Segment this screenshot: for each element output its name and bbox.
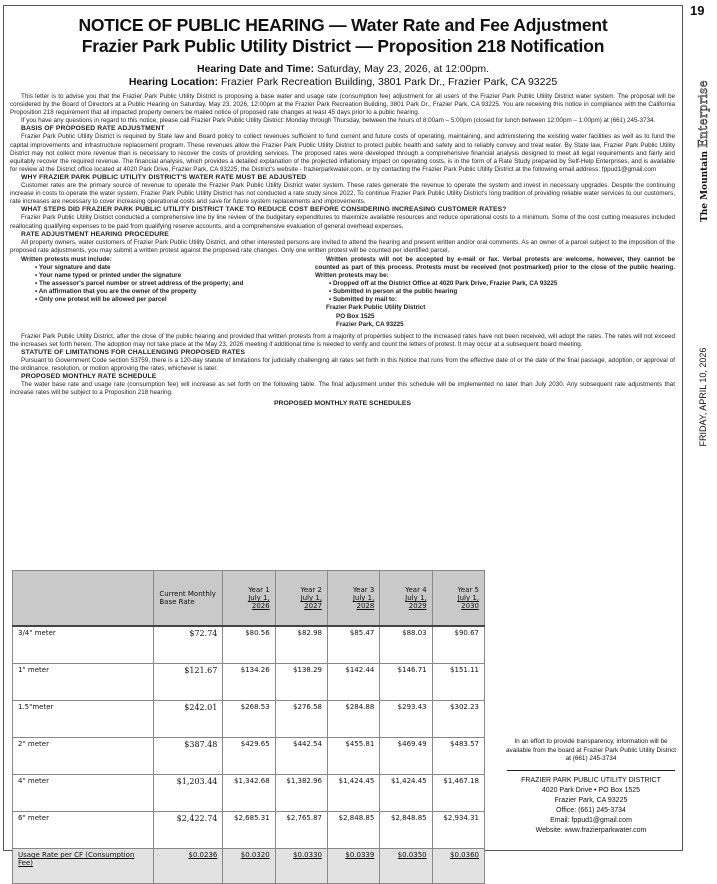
publication-prefix: The Mountain <box>700 150 710 222</box>
meter-size-cell: 1.5"meter <box>13 701 154 738</box>
year-date: July 1, 2029 <box>405 594 427 610</box>
table-row <box>13 812 485 849</box>
meter-size-cell: Usage Rate per CF (Consumption Fee) <box>13 849 154 884</box>
protest-include-item: • Your name typed or printed under the signature <box>35 272 300 280</box>
current-rate-cell: $387.48 <box>154 738 223 775</box>
year-4-rate-cell: $146.71 <box>380 664 432 701</box>
notice-body <box>4 93 682 408</box>
year-1-rate-cell: $429.65 <box>223 738 275 775</box>
org-email: Email: fppud1@gmail.com <box>550 816 632 824</box>
protest-method-item: • Submitted in person at the public hearing <box>329 288 675 296</box>
meter-size-cell: 3/4" meter <box>13 626 154 664</box>
protest-section <box>10 256 675 329</box>
notice-title <box>4 15 682 57</box>
header-year-1 <box>223 571 275 627</box>
year-5-rate-cell: $90.67 <box>432 626 484 664</box>
year-5-rate-cell: $1,467.18 <box>432 775 484 812</box>
header-year-5 <box>432 571 484 627</box>
divider <box>507 770 675 771</box>
org-office-phone: Office: (661) 245-3734 <box>556 806 626 814</box>
year-5-rate-cell: $151.11 <box>432 664 484 701</box>
year-4-rate-cell: $2,848.85 <box>380 812 432 849</box>
hearing-info <box>4 63 682 89</box>
year-3-rate-cell: $0.0339 <box>328 849 380 884</box>
year-3-rate-cell: $85.47 <box>328 626 380 664</box>
header-cell-blank <box>13 571 154 627</box>
mail-address <box>315 304 675 328</box>
org-website: Website: www.frazierparkwater.com <box>535 826 647 834</box>
header-current-rate: Current Monthly Base Rate <box>154 571 223 627</box>
title-line-1: NOTICE OF PUBLIC HEARING — Water Rate and Fee Adjustment <box>78 15 608 35</box>
org-city: Frazier Park, CA 93225 <box>554 796 628 804</box>
current-rate-cell: $0.0236 <box>154 849 223 884</box>
steps-heading: WHAT STEPS DID FRAZIER PARK PUBLIC UTILITY DISTRICT TAKE TO REDUCE COST BEFORE CONSIDERING INCREASING CUSTOMER RATES? <box>21 206 507 214</box>
year-2-rate-cell: $276.58 <box>275 701 327 738</box>
protest-include-list <box>21 264 300 304</box>
protest-include-item: • Only one protest will be allowed per parcel <box>35 296 300 304</box>
year-3-rate-cell: $455.81 <box>328 738 380 775</box>
year-2-rate-cell: $1,382.96 <box>275 775 327 812</box>
current-rate-cell: $2,422.74 <box>154 812 223 849</box>
procedure-text: All property owners, water customers of Frazier Park Public Utility District, and other interested persons are invited to attend the hearing and present written and/or oral comments. As an owner of a parcel subject to the imposition of the proposed rate adjustments, you may submit a written protest against the proposed rate changes. Only one written protest will be counted per identified parcel. <box>10 238 675 254</box>
year-3-rate-cell: $1,424.45 <box>328 775 380 812</box>
year-4-rate-cell: $88.03 <box>380 626 432 664</box>
mail-address-line2: Frazier Park, CA 93225 <box>336 320 404 328</box>
year-label: Year 1 <box>248 586 270 594</box>
meter-size-cell: 6" meter <box>13 812 154 849</box>
mail-address-line1: PO Box 1525 <box>336 312 375 320</box>
schedule-text: The water base rate and usage rate (consumption fee) will increase as set forth on the following table. The final adjustment under this schedule will be implemented no later than July 2030. Any subsequent rate adjustments that increase rates will be subject to a Proposition 218 hearing. <box>10 381 675 397</box>
current-rate-cell: $121.67 <box>154 664 223 701</box>
meter-size-cell: 4" meter <box>13 775 154 812</box>
transparency-note: In an effort to provide transparency, information will be available from the board at Frazier Park Public Utility District at (661) 245-3734 <box>505 738 677 762</box>
statute-heading: STATUTE OF LIMITATIONS FOR CHALLENGING PROPOSED RATES <box>21 348 246 356</box>
newspaper-sidebar <box>688 80 714 480</box>
rate-table-body <box>13 626 485 884</box>
table-row <box>13 701 485 738</box>
publication-masthead <box>696 80 710 222</box>
year-date: July 1, 2027 <box>300 594 322 610</box>
table-header-row <box>13 571 485 627</box>
year-1-rate-cell: $0.0320 <box>223 849 275 884</box>
year-2-rate-cell: $82.98 <box>275 626 327 664</box>
header-year-3 <box>328 571 380 627</box>
mail-address-name: Frazier Park Public Utility District <box>326 304 426 312</box>
protest-method-item: • Submitted by mail to: <box>329 296 675 304</box>
year-2-rate-cell: $442.54 <box>275 738 327 775</box>
org-name: FRAZIER PARK PUBLIC UTILITY DISTRICT <box>521 776 661 784</box>
table-row <box>13 775 485 812</box>
year-2-rate-cell: $0.0330 <box>275 849 327 884</box>
table-row <box>13 626 485 664</box>
table-row <box>13 664 485 701</box>
publication-date: FRIDAY, APRIL 10, 2026 <box>698 347 708 447</box>
rate-schedule-table <box>12 570 485 884</box>
year-label: Year 2 <box>300 586 322 594</box>
year-label: Year 5 <box>457 586 479 594</box>
year-4-rate-cell: $0.0350 <box>380 849 432 884</box>
protest-include-label: Written protests must include: <box>21 255 112 263</box>
steps-text: Frazier Park Public Utility District conducted a comprehensive line by line review of the budgetary expenditures to maximize available resources and reduce operational costs to a minimum. Some of the cost cutting measures included reallocating qualifying expenses to be paid from qualifying reserve accounts, and a comprehensive evaluation of general overhead expenses. <box>10 214 675 230</box>
year-label: Year 3 <box>352 586 375 594</box>
table-row <box>13 738 485 775</box>
year-1-rate-cell: $80.56 <box>223 626 275 664</box>
protest-rules: Written protests will not be accepted by e-mail or fax. Verbal protests are welcome, however, they cannot be counted as part of this process. Protests must be received (not postmarked) prior to the close of the public hearing. Written protests may be: <box>315 255 675 280</box>
protest-methods-list <box>315 280 675 304</box>
year-5-rate-cell: $0.0360 <box>432 849 484 884</box>
hearing-location <box>4 76 682 89</box>
year-date: July 1, 2030 <box>457 594 479 610</box>
year-1-rate-cell: $134.26 <box>223 664 275 701</box>
why-text: Customer rates are the primary source of revenue to operate the Frazier Park Public Utility District water system. These rates generate the revenue to operate the system and invest in necessary upgrades. Despite the continuing increase in costs to operate the water system, Frazier Park Public Utility District has not conducted a rate study since 2022. To continue Frazier Park Public Utility District's long tradition of providing reliable water services to our customers, rate increases are necessary to cover increasing operational costs and save for future system replacements and improvements. <box>10 182 675 206</box>
meter-size-cell: 1" meter <box>13 664 154 701</box>
schedule-heading: PROPOSED MONTHLY RATE SCHEDULE <box>21 373 157 381</box>
year-5-rate-cell: $483.57 <box>432 738 484 775</box>
year-3-rate-cell: $142.44 <box>328 664 380 701</box>
adoption-text: Frazier Park Public Utility District, after the close of the public hearing and provided that written protests from a majority of properties subject to the increased rates have not been received, will adopt the rates. The rates will not exceed the increases set forth herein. The adoption may not take place at the May 23, 2026 meeting if additional time is needed to verify and count the letters of protest. It may occur at a subsequent board meeting. <box>10 332 675 348</box>
year-2-rate-cell: $138.29 <box>275 664 327 701</box>
org-contact <box>503 776 679 836</box>
current-rate-cell: $72.74 <box>154 626 223 664</box>
header-year-4 <box>380 571 432 627</box>
year-5-rate-cell: $2,934.31 <box>432 812 484 849</box>
protest-requirements <box>10 256 300 305</box>
protest-method-item: • Dropped off at the District Office at 4020 Park Drive, Frazier Park, CA 93225 <box>329 280 675 288</box>
procedure-heading: RATE ADJUSTMENT HEARING PROCEDURE <box>21 230 169 238</box>
hearing-location-label: Hearing Location: <box>128 76 219 88</box>
year-3-rate-cell: $284.88 <box>328 701 380 738</box>
year-5-rate-cell: $302.23 <box>432 701 484 738</box>
year-2-rate-cell: $2,765.87 <box>275 812 327 849</box>
year-date: July 1, 2026 <box>248 594 270 610</box>
org-address: 4020 Park Drive • PO Box 1525 <box>541 786 641 794</box>
year-1-rate-cell: $2,685.31 <box>223 812 275 849</box>
why-heading: WHY FRAZIER PARK PUBLIC UTILITY DISTRICT'S WATER RATE MUST BE ADJUSTED <box>21 173 307 181</box>
current-rate-cell: $242.01 <box>154 701 223 738</box>
basis-text: Frazier Park Public Utility District is required by State law and Board policy to collect revenues sufficient to fund current and future costs of operating, maintaining, and administering the existing water facilities as well as to fund the capital improvements and infrastructure replacement program. These revenues allow the Frazier Park Public Utility District to protect public health and safety and to reliably convey and treat water. By State law, Frazier Park Public Utility District may not collect more revenue than is necessary to recover the costs of providing services. The proposed rates were developed through a comprehensive financial analysis designed to meet all legal requirements and fairly and equitably recover the required revenue. The financial analysis, which provides a detailed explanation of the projected inflationary impact on operating costs, is in the form of a Rate Study prepared by Self-Help Enterprises, and is available for review at the District office located at 4020 Park Drive, Frazier Park, CA 93225, the District's website - frazierparkwater.com, or by contacting the Frazier Park Public Utility District at the following email address: fppud1@gmail.com <box>10 133 675 173</box>
protest-submission <box>315 256 675 329</box>
header-year-2 <box>275 571 327 627</box>
page-number: 19 <box>690 3 705 18</box>
year-4-rate-cell: $293.43 <box>380 701 432 738</box>
info-box <box>503 738 679 836</box>
year-1-rate-cell: $268.53 <box>223 701 275 738</box>
year-date: July 1, 2028 <box>352 594 375 610</box>
meter-size-cell: 2" meter <box>13 738 154 775</box>
current-rate-cell: $1,203.44 <box>154 775 223 812</box>
schedules-title: PROPOSED MONTHLY RATE SCHEDULES <box>274 400 411 408</box>
title-line-2: Frazier Park Public Utility District — Proposition 218 Notification <box>81 36 605 56</box>
hearing-date-value: Saturday, May 23, 2026, at 12:00pm. <box>314 63 489 75</box>
year-1-rate-cell: $1,342.68 <box>223 775 275 812</box>
hearing-date-label: Hearing Date and Time: <box>196 63 315 75</box>
year-3-rate-cell: $2,848.85 <box>328 812 380 849</box>
intro-paragraph-1: This letter is to advise you that the Frazier Park Public Utility District is proposing a base water and usage rate (consumption fee) adjustment for all users of the Frazier Park Public Utility District water system. The proposal will be considered by the Board of Directors at a Public Hearing on Saturday, May 23, 2026, 12:00pm at the Frazier Park Recreation Building, 3801 Park Dr., Frazier Park, CA 93225. You are receiving this notice in compliance with the California Proposition 218 requirement that all impacted property owners be mailed notice of proposed rate changes at least 45 days prior to a public hearing. <box>10 93 675 117</box>
year-4-rate-cell: $469.49 <box>380 738 432 775</box>
intro-paragraph-2: If you have any questions in regard to this notice, please call Frazier Park Public Utility District: Monday through Thursday, between the hours of 8:00am – 5:00pm (closed for lunch between 12:00pm – 1:00pm) at (661) 245-3734. <box>21 117 656 125</box>
basis-heading: BASIS OF PROPOSED RATE ADJUSTMENT <box>21 125 165 133</box>
year-4-rate-cell: $1,424.45 <box>380 775 432 812</box>
protest-include-item: • The assessor's parcel number or street address of the property; and <box>35 280 300 288</box>
usage-rate-row <box>13 849 485 884</box>
protest-include-item: • Your signature and date <box>35 264 300 272</box>
hearing-location-value: Frazier Park Recreation Building, 3801 Park Dr., Frazier Park, CA 93225 <box>218 76 558 88</box>
publication-name: Enterprise <box>696 80 710 148</box>
year-label: Year 4 <box>405 586 427 594</box>
statute-text: Pursuant to Government Code section 53759, there is a 120-day statute of limitations for judicially challenging all rates set forth in this Notice that runs from the effective date of or the date of the final passage, adoption, or approval of the ordinance, resolution, or motion approving the rates, whichever is later. <box>10 357 675 373</box>
hearing-date <box>4 63 682 76</box>
protest-include-item: • An affirmation that you are the owner of the property <box>35 288 300 296</box>
